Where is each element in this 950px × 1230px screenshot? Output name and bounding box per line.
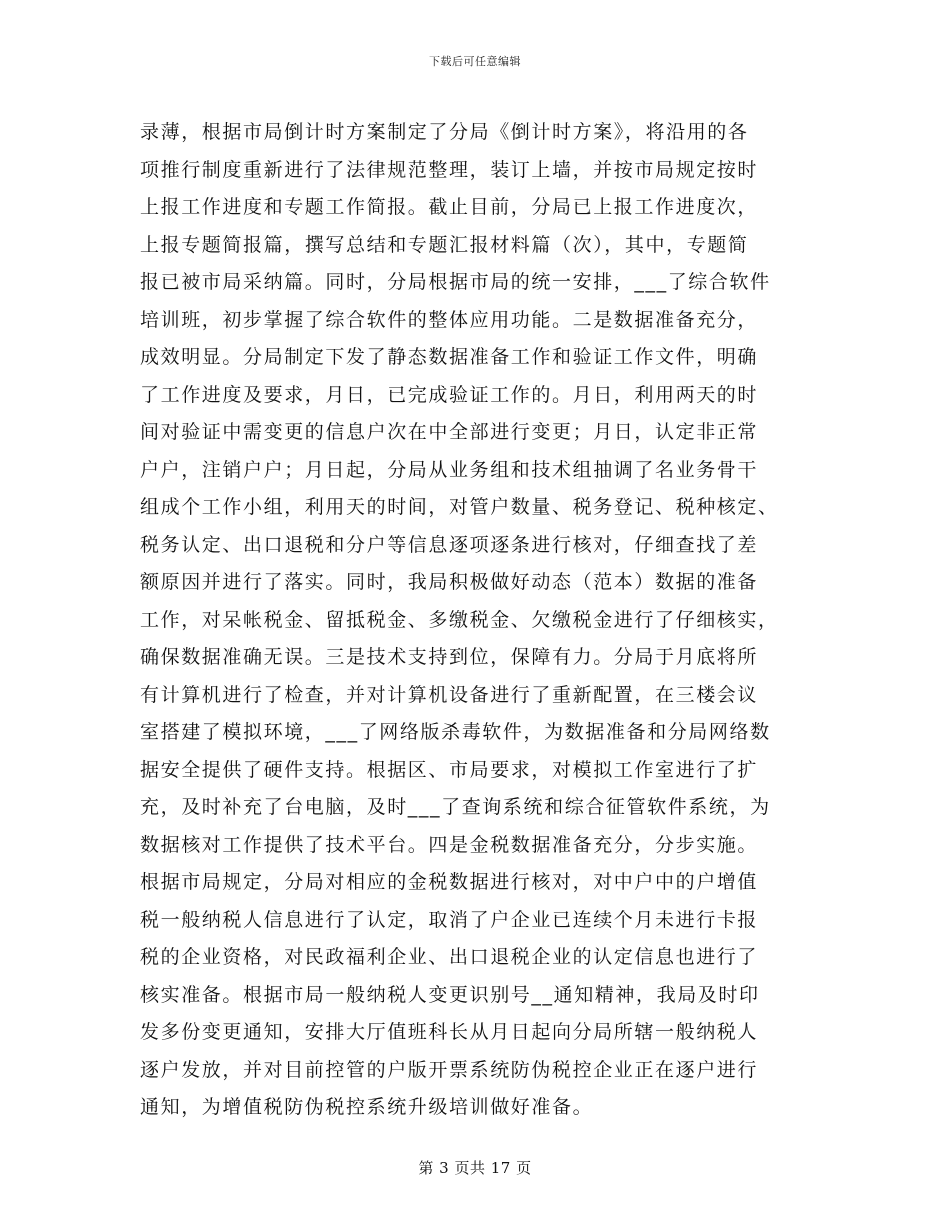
text-line: 逐户发放，并对目前控管的户版开票系统防伪税控企业正在逐户进行 <box>140 1058 759 1081</box>
text-line: 确保数据准确无误。三是技术支持到位，保障有力。分局于月底将所 <box>140 646 759 668</box>
text-line: 培训班，初步掌握了综合软件的整体应用功能。二是数据准备充分， <box>140 308 759 331</box>
text-line: 核实准备。根据市局一般纳税人变更识别号__通知精神，我局及时印 <box>140 983 760 1006</box>
text-line: 充，及时补充了台电脑，及时___了查询系统和综合征管软件系统，为 <box>140 796 771 818</box>
page-number-footer: 第 3 页共 17 页 <box>418 1159 532 1177</box>
text-line: 通知，为增值税防伪税控系统升级培训做好准备。 <box>140 1096 594 1118</box>
text-line: 录薄，根据市局倒计时方案制定了分局《倒计时方案》，将沿用的各 <box>140 121 749 143</box>
text-line: 组成个工作小组，利用天的时间，对管户数量、税务登记、税种核定、 <box>140 496 779 518</box>
text-line: 上报专题简报篇，撰写总结和专题汇报材料篇（次），其中，专题简 <box>140 233 749 256</box>
text-line: 税的企业资格，对民政福利企业、出口退税企业的认定信息也进行了 <box>140 946 759 968</box>
text-line: 据安全提供了硬件支持。根据区、市局要求，对模拟工作室进行了扩 <box>140 758 759 781</box>
text-line: 了工作进度及要求，月日，已完成验证工作的。月日，利用两天的时 <box>140 383 759 406</box>
text-line: 税务认定、出口退税和分户等信息逐项逐条进行核对，仔细查找了差 <box>140 533 759 556</box>
text-line: 数据核对工作提供了技术平台。四是金税数据准备充分，分步实施。 <box>140 833 759 856</box>
text-line: 税一般纳税人信息进行了认定，取消了户企业已连续个月未进行卡报 <box>140 908 759 931</box>
text-line: 发多份变更通知，安排大厅值班科长从月日起向分局所辖一般纳税人 <box>140 1021 759 1043</box>
text-line: 间对验证中需变更的信息户次在中全部进行变更；月日，认定非正常 <box>140 421 759 443</box>
text-line: 报已被市局采纳篇。同时，分局根据市局的统一安排，___了综合软件 <box>140 271 771 293</box>
text-line: 上报工作进度和专题工作简报。截止目前，分局已上报工作进度次， <box>140 196 759 218</box>
text-line: 项推行制度重新进行了法律规范整理，装订上墙，并按市局规定按时 <box>140 158 759 181</box>
text-line: 成效明显。分局制定下发了静态数据准备工作和验证工作文件，明确 <box>140 346 759 368</box>
text-line: 额原因并进行了落实。同时，我局积极做好动态（范本）数据的准备 <box>140 571 759 593</box>
text-line: 根据市局规定，分局对相应的金税数据进行核对，对中户中的户增值 <box>140 871 759 893</box>
text-line: 有计算机进行了检查，并对计算机设备进行了重新配置，在三楼会议 <box>140 683 759 706</box>
text-line: 室搭建了模拟环境，___了网络版杀毒软件，为数据准备和分局网络数 <box>140 721 771 743</box>
text-line: 户户，注销户户；月日起，分局从业务组和技术组抽调了名业务骨干 <box>140 458 759 481</box>
page-header: 下载后可任意编辑 <box>429 55 521 68</box>
body-paragraph <box>140 114 820 1127</box>
text-line: 工作，对呆帐税金、留抵税金、多缴税金、欠缴税金进行了仔细核实， <box>140 608 779 631</box>
